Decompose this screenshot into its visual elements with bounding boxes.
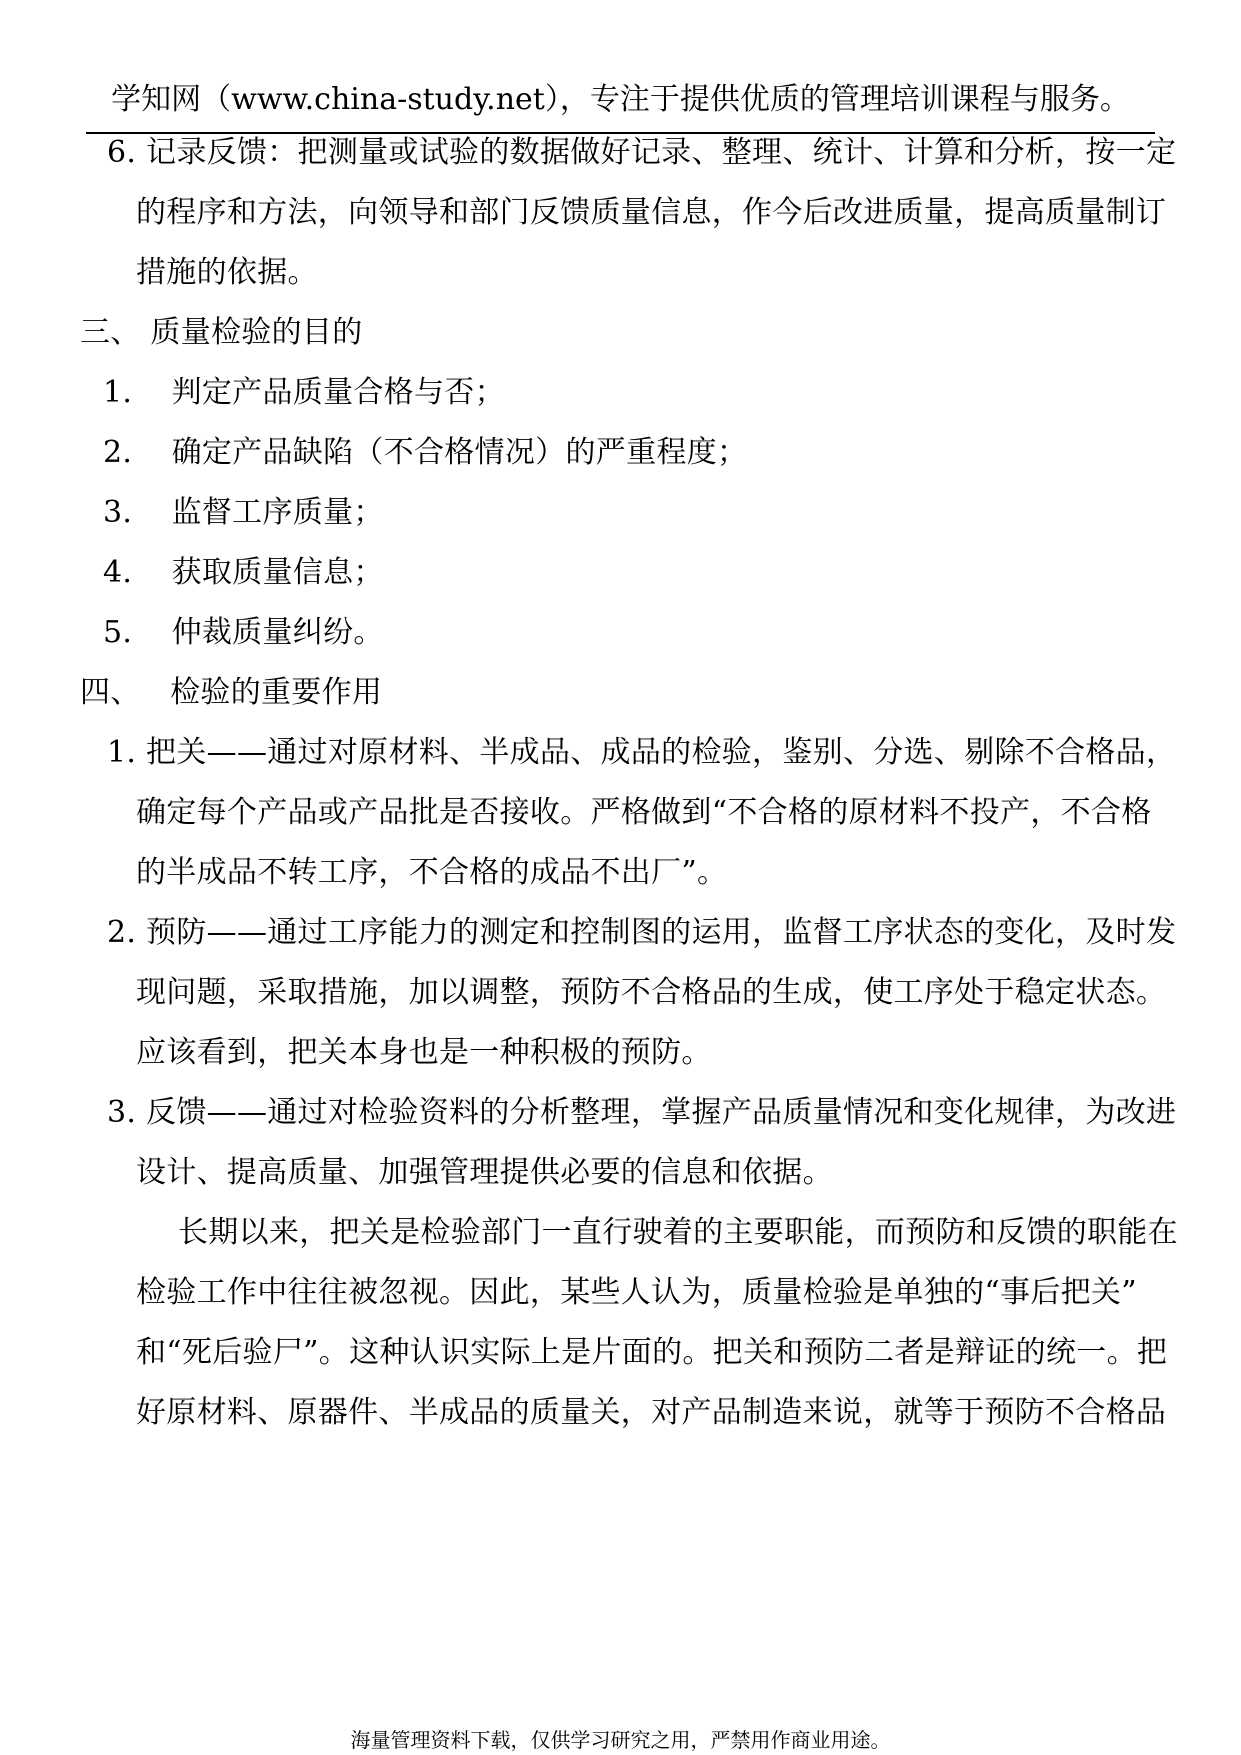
section4-p1-line2: 确定每个产品或产品批是否接收。严格做到“不合格的原材料不投产，不合格 xyxy=(136,795,1152,830)
section4-p2-line3: 应该看到，把关本身也是一种积极的预防。 xyxy=(136,1035,712,1070)
section4-para-line4: 好原材料、原器件、半成品的质量关，对产品制造来说，就等于预防不合格品 xyxy=(136,1395,1167,1430)
section3-heading: 三、 质量检验的目的 xyxy=(80,315,363,350)
section3-item-5: 5. 仲裁质量纠纷。 xyxy=(103,615,384,650)
item6-line1: 6. 记录反馈：把测量或试验的数据做好记录、整理、统计、计算和分析，按一定 xyxy=(107,135,1177,170)
section4-heading: 四、 检验的重要作用 xyxy=(80,675,383,710)
item6-line3: 措施的依据。 xyxy=(136,255,318,290)
page-header: 学知网（www.china-study.net），专注于提供优质的管理培训课程与服务。 xyxy=(111,82,1130,117)
section3-item-3: 3. 监督工序质量； xyxy=(103,495,384,530)
section3-item-2: 2. 确定产品缺陷（不合格情况）的严重程度； xyxy=(103,435,748,470)
section4-p3-line1: 3. 反馈——通过对检验资料的分析整理，掌握产品质量情况和变化规律，为改进 xyxy=(107,1095,1177,1130)
page-footer: 海量管理资料下载，仅供学习研究之用，严禁用作商业用途。 xyxy=(350,1728,891,1752)
section4-p1-line3: 的半成品不转工序，不合格的成品不出厂”。 xyxy=(136,855,728,890)
section4-p3-line2: 设计、提高质量、加强管理提供必要的信息和依据。 xyxy=(136,1155,833,1190)
section4-p2-line1: 2. 预防——通过工序能力的测定和控制图的运用，监督工序状态的变化，及时发 xyxy=(107,915,1177,950)
section4-para-line1: 长期以来，把关是检验部门一直行驶着的主要职能，而预防和反馈的职能在 xyxy=(178,1215,1178,1250)
section3-item-1: 1. 判定产品质量合格与否； xyxy=(103,375,505,410)
item6-line2: 的程序和方法，向领导和部门反馈质量信息，作今后改进质量，提高质量制订 xyxy=(136,195,1167,230)
section3-item-4: 4. 获取质量信息； xyxy=(103,555,384,590)
section4-p2-line2: 现问题，采取措施，加以调整，预防不合格品的生成，使工序处于稳定状态。 xyxy=(136,975,1167,1010)
section4-p1-line1: 1. 把关——通过对原材料、半成品、成品的检验，鉴别、分选、剔除不合格品， xyxy=(107,735,1177,770)
section4-para-line3: 和“死后验尸”。这种认识实际上是片面的。把关和预防二者是辩证的统一。把 xyxy=(136,1335,1168,1370)
section4-para-line2: 检验工作中往往被忽视。因此，某些人认为，质量检验是单独的“事后把关” xyxy=(136,1275,1137,1310)
